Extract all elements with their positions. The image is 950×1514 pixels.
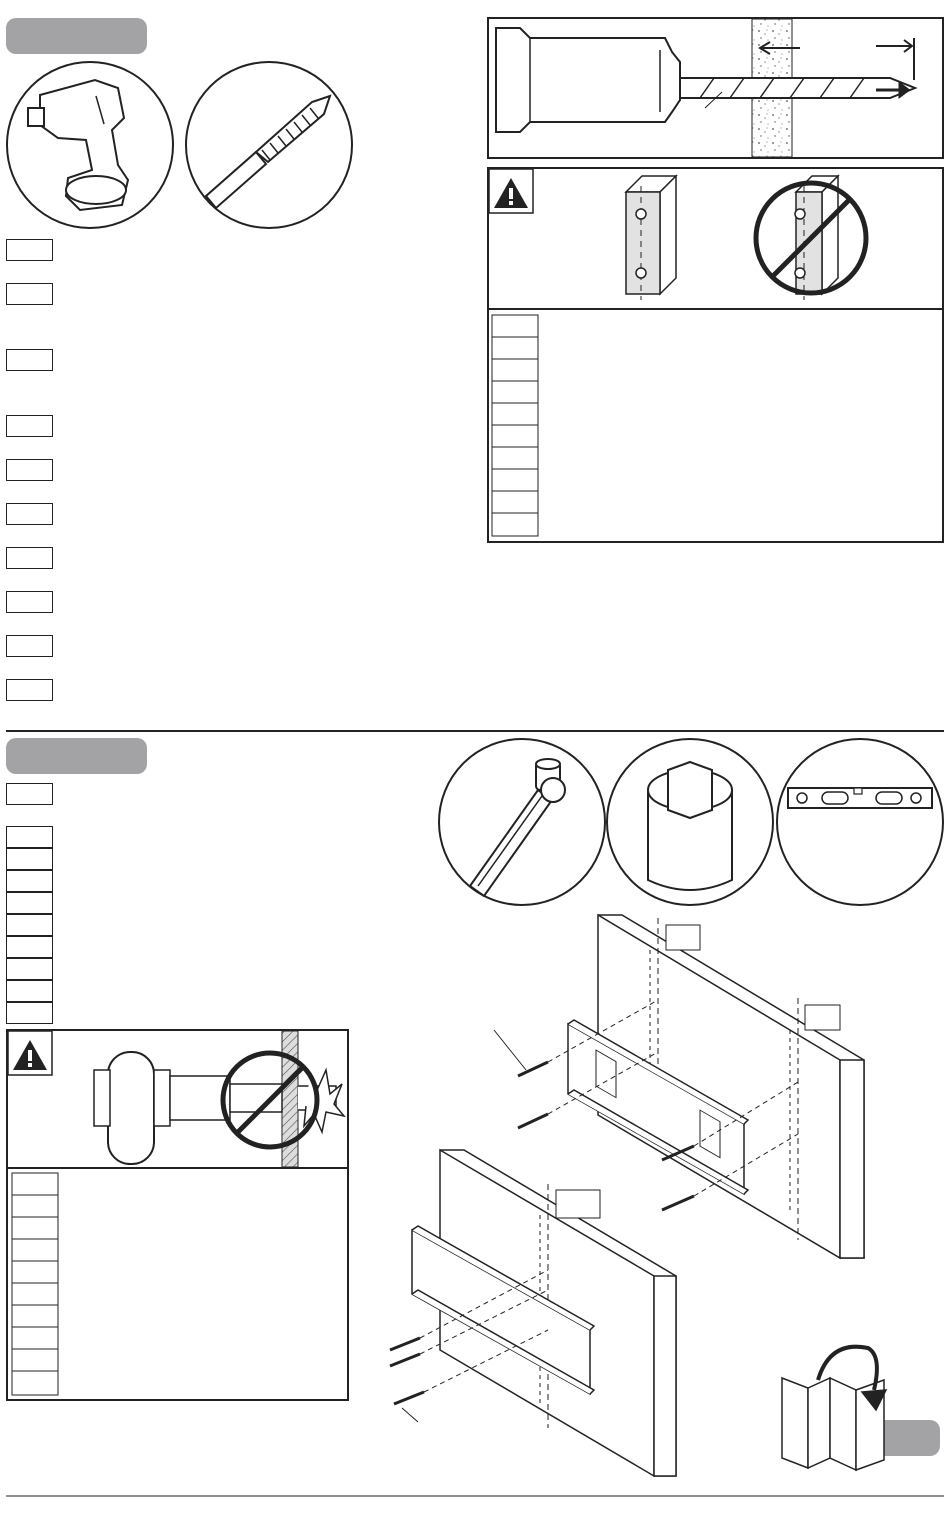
masonry-drill-bit-icon [186,62,352,228]
drill-depth-diagram [488,18,943,158]
turn-page-icon [782,1347,886,1470]
anchor-warning-panel [488,168,943,542]
hex-socket-icon [607,739,773,905]
power-drill-icon [7,62,173,228]
ratchet-wrench-icon [439,739,605,905]
bubble-level-icon [777,739,943,905]
spec-table-top [492,315,538,536]
spec-table-bottom [12,1173,58,1395]
wall-mount-single-stud-diagram [390,1150,676,1476]
